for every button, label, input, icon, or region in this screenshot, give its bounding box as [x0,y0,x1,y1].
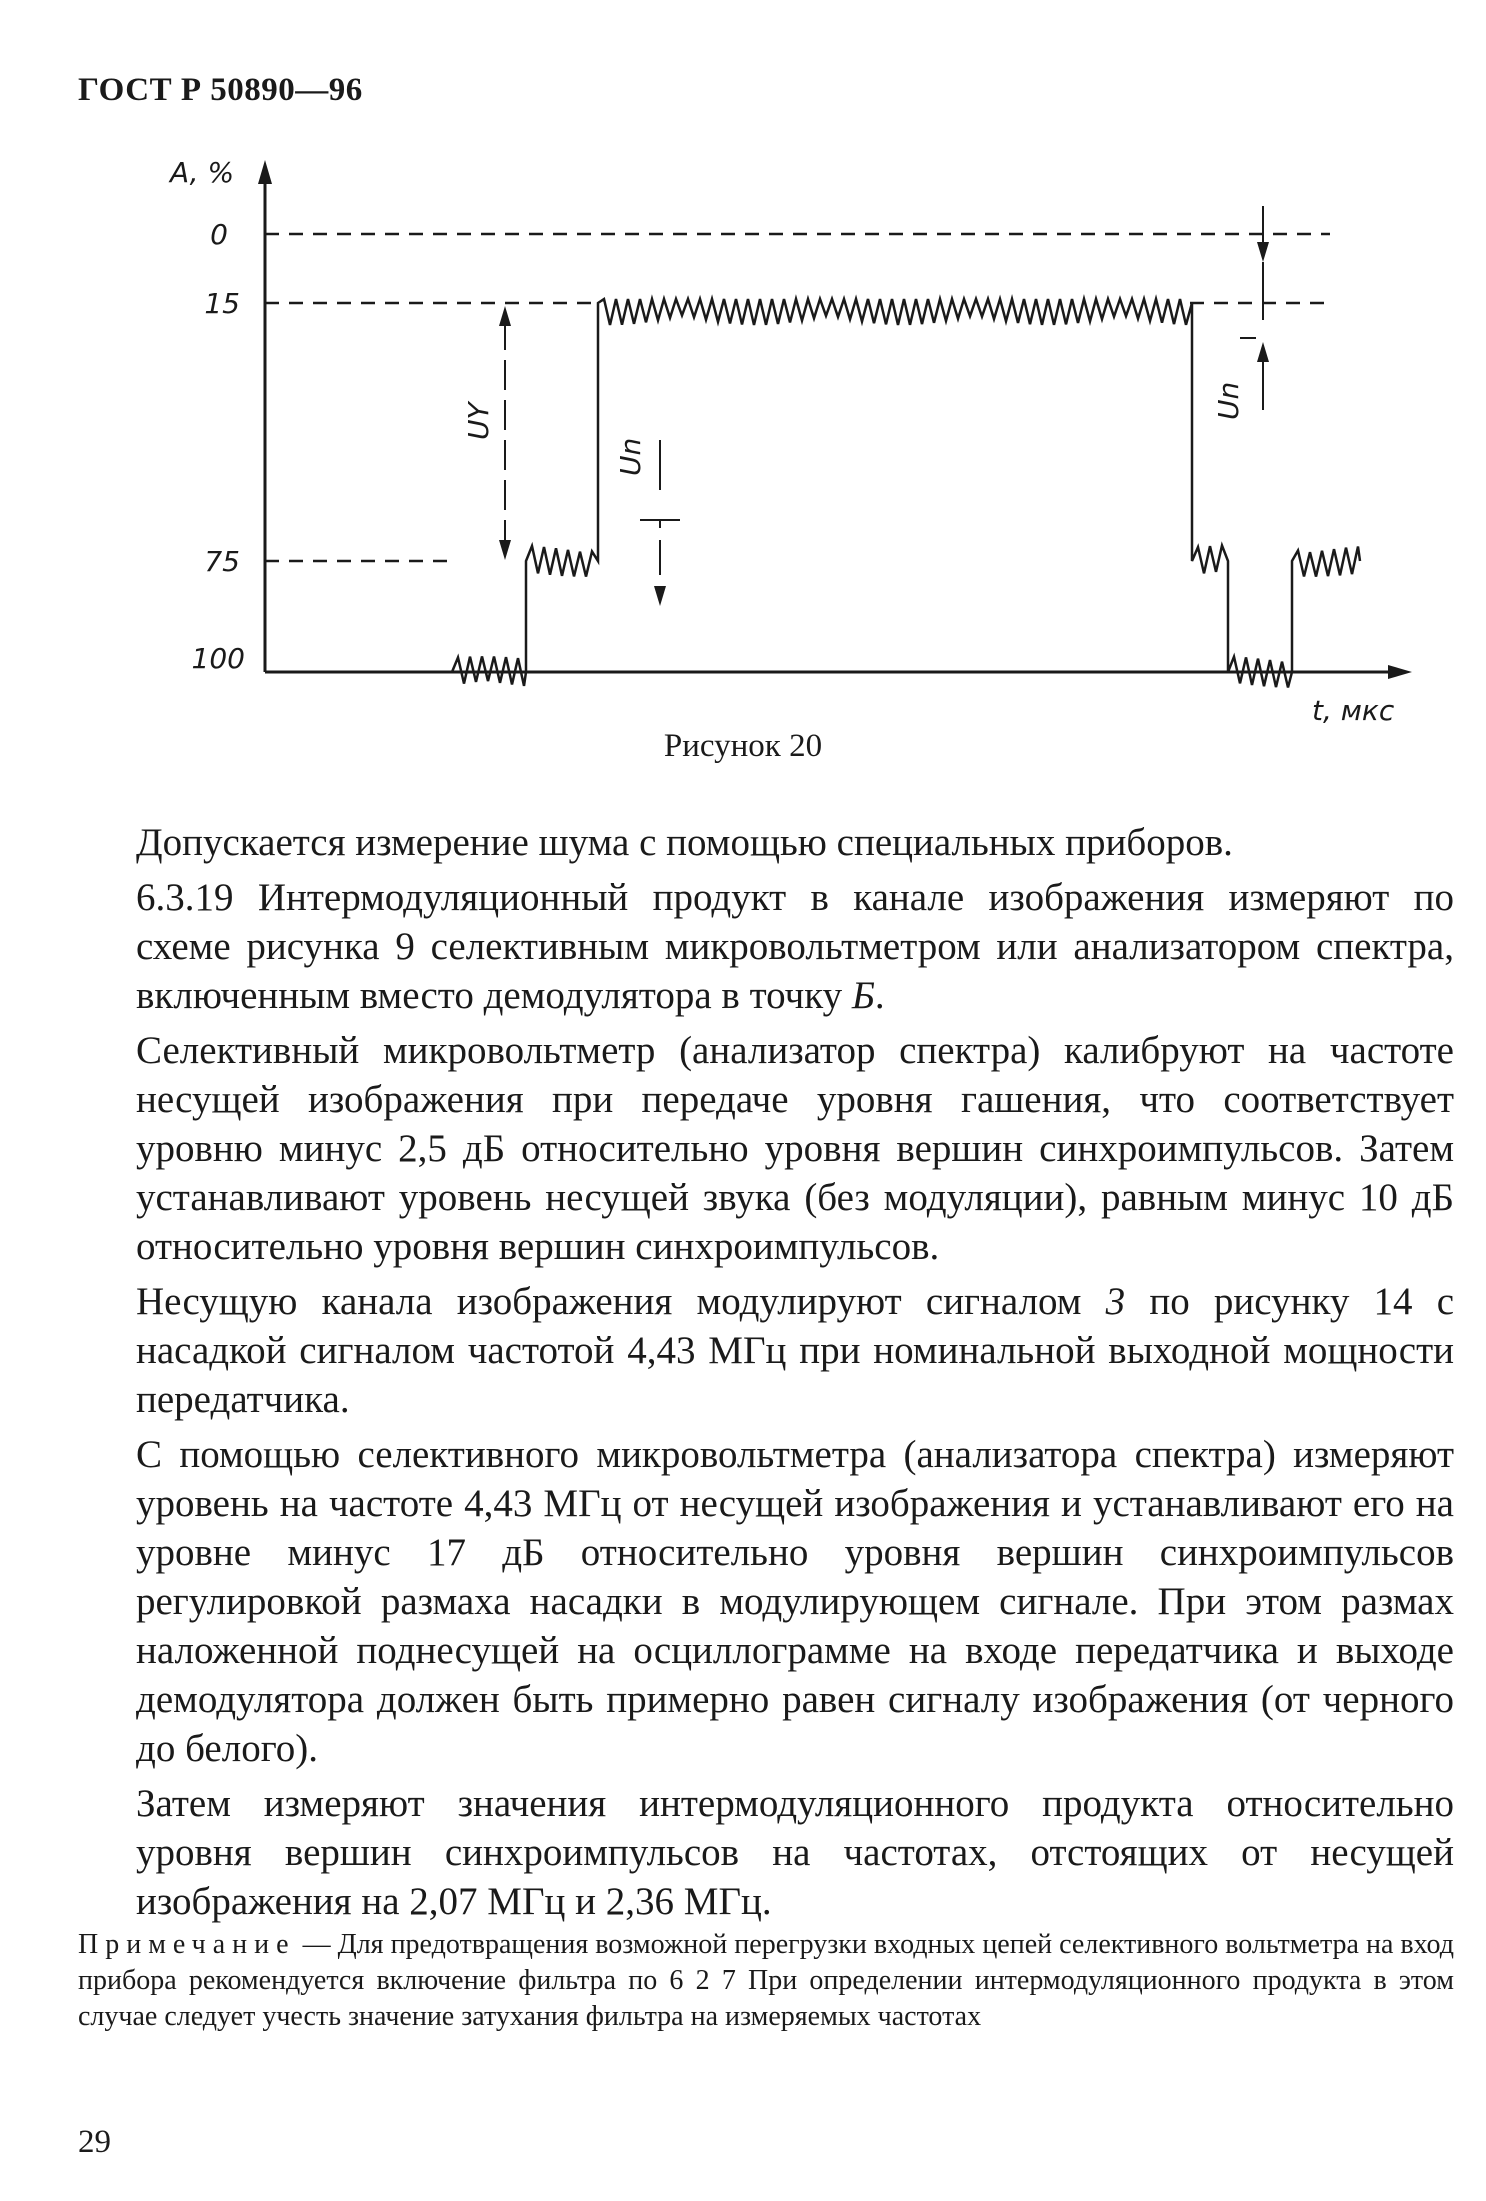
paragraph-3: Селективный микровольтметр (анализатор спектра) калибруют на частоте несущей изображения при передаче уровня гашения, что соответствует уровню минус 2,5 дБ относительно уровня вершин синхроимпульсов. Затем устанавливают уровень несущей звука (без модуляции), равным минус 10 дБ относительно уровня вершин синхроимпульсов. [136,1029,1454,1268]
uy-label: UY [462,402,495,440]
note-label: Примечание [78,1929,296,1960]
un-left-dimension [614,438,680,606]
waveform-figure [0,0,1486,760]
y-tick-100: 100 [191,642,245,675]
y-tick-75: 75 [204,545,240,578]
un-left-label: Un [614,437,647,476]
note-text: — Для предотвращения возможной перегрузки входных цепей селективного вольтметра на вход прибора рекомендуется включение фильтра по 6 2 7 При определении интермодуляционного продукта в этом случае следует учесть значение затухания фильтра на измеряемых частотах [78,1929,1454,2032]
y-axis-arrow [258,160,272,184]
page-number: 29 [78,2124,111,2160]
paragraph-2: 6.3.19 Интермодуляционный продукт в канале изображения измеряют по схеме рисунка 9 селективным микровольтметром или анализатором спектра, включенным вместо демодулятора в точку Б. [136,876,1454,1017]
signal-waveform [265,299,1360,688]
un-right-dimension [1212,206,1269,420]
x-axis-arrow [1388,665,1412,679]
x-axis-label: t, мкс [1312,694,1395,727]
paragraph-4: Несущую канала изображения модулируют сигналом 3 по рисунку 14 с насадкой сигналом частотой 4,43 МГц при номинальной выходной мощности передатчика. [136,1280,1455,1421]
un-right-label: Un [1212,381,1245,420]
paragraph-5: С помощью селективного микровольтметра (анализатора спектра) измеряют уровень на частоте 4,43 МГц от несущей изображения и устанавливают его на уровне минус 17 дБ относительно уровня вершин синхроимпульсов регулировкой размаха насадки в модулирующем сигнале. При этом размах наложенной поднесущей на осциллограмме на входе передатчика и выходе демодулятора должен быть примерно равен сигналу изображения (от черного до белого). [136,1433,1454,1770]
note [78,1927,1454,2035]
body-text [136,818,1454,1932]
y-tick-0: 0 [210,218,228,251]
paragraph-1: Допускается измерение шума с помощью специальных приборов. [136,821,1233,864]
figure-caption: Рисунок 20 [663,728,823,764]
standard-header: ГОСТ Р 50890—96 [78,72,363,108]
uy-dimension [462,306,511,560]
y-axis-label: A, % [170,156,235,189]
paragraph-6: Затем измеряют значения интермодуляционного продукта относительно уровня вершин синхроимпульсов на частотах, отстоящих от несущей изображения на 2,07 МГц и 2,36 МГц. [136,1782,1454,1923]
y-tick-15: 15 [204,287,240,320]
